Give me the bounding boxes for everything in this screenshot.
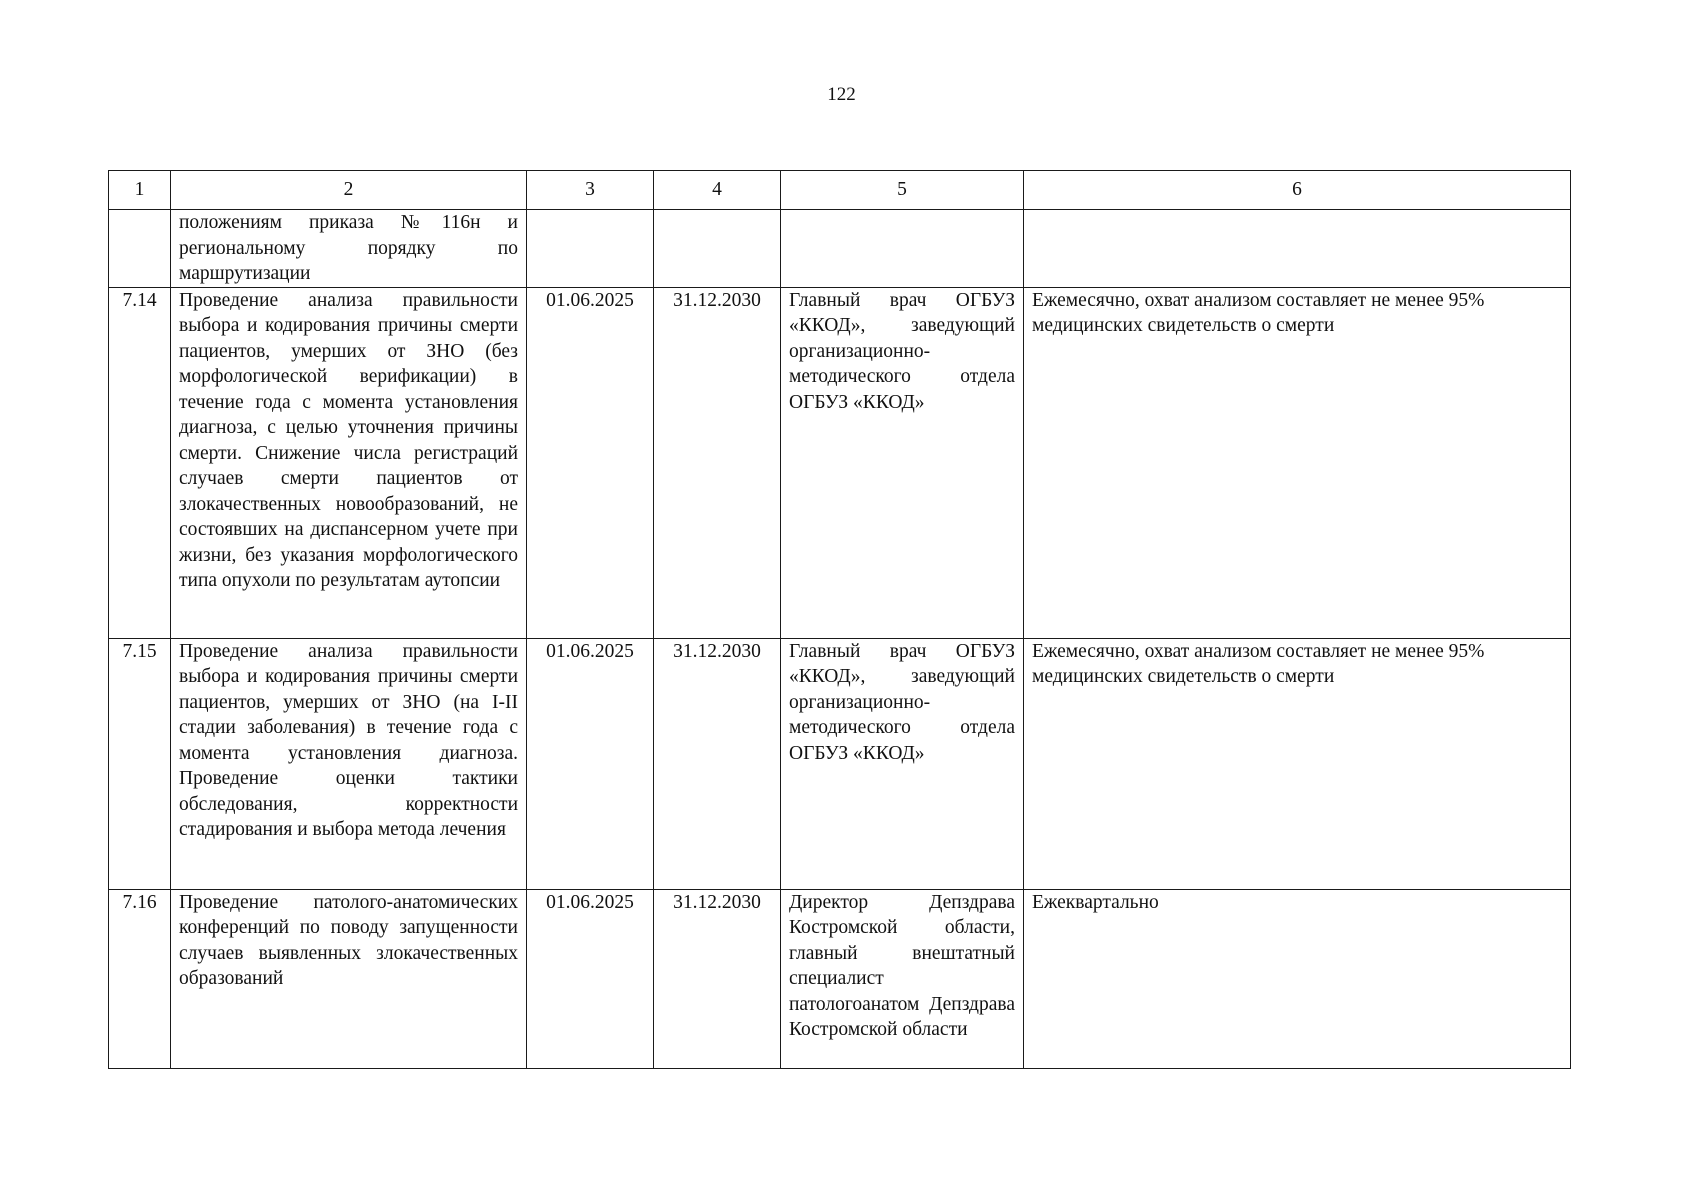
indicator xyxy=(1024,210,1571,288)
start-date: 01.06.2025 xyxy=(527,889,654,1068)
table-header-row xyxy=(109,171,1571,210)
page-number: 122 xyxy=(827,84,856,105)
responsible-persons xyxy=(781,210,1024,288)
header-cell-5: 5 xyxy=(781,171,1024,210)
end-date: 31.12.2030 xyxy=(654,287,781,638)
measure-description: Проведение патолого-анатомических конференций по поводу запущенности случаев выявленных злокачественных образований xyxy=(171,889,527,1068)
header-cell-3: 3 xyxy=(527,171,654,210)
table-row xyxy=(109,638,1571,889)
end-date: 31.12.2030 xyxy=(654,889,781,1068)
header-cell-2: 2 xyxy=(171,171,527,210)
start-date xyxy=(527,210,654,288)
row-number: 7.15 xyxy=(109,638,171,889)
header-cell-1: 1 xyxy=(109,171,171,210)
measures-table xyxy=(108,170,1571,1069)
header-cell-6: 6 xyxy=(1024,171,1571,210)
start-date: 01.06.2025 xyxy=(527,638,654,889)
row-number xyxy=(109,210,171,288)
end-date xyxy=(654,210,781,288)
indicator: Ежемесячно, охват анализом составляет не менее 95% медицинских свидетельств о смерти xyxy=(1024,287,1571,638)
row-number: 7.16 xyxy=(109,889,171,1068)
table-row xyxy=(109,287,1571,638)
responsible-persons: Директор Депздрава Костромской области, главный внештатный специалист патологоанатом Депздрава Костромской области xyxy=(781,889,1024,1068)
table-row xyxy=(109,889,1571,1068)
indicator: Ежемесячно, охват анализом составляет не менее 95% медицинских свидетельств о смерти xyxy=(1024,638,1571,889)
row-number: 7.14 xyxy=(109,287,171,638)
responsible-persons: Главный врач ОГБУЗ «ККОД», заведующий организационно-методического отдела ОГБУЗ «ККОД» xyxy=(781,287,1024,638)
start-date: 01.06.2025 xyxy=(527,287,654,638)
indicator: Ежеквартально xyxy=(1024,889,1571,1068)
measure-description: Проведение анализа правильности выбора и кодирования причины смерти пациентов, умерших от ЗНО (без морфологической верификации) в течение года с момента установления диагноза, с целью уточнения причины смерти. Снижение числа регистраций случаев смерти пациентов от злокачественных новообразований, не состоявших на диспансерном учете при жизни, без указания морфологического типа опухоли по результатам аутопсии xyxy=(171,287,527,638)
measure-description: Проведение анализа правильности выбора и кодирования причины смерти пациентов, умерших от ЗНО (на I-II стадии заболевания) в течение года с момента установления диагноза. Проведение оценки тактики обследования, корректности стадирования и выбора метода лечения xyxy=(171,638,527,889)
table-row xyxy=(109,210,1571,288)
header-cell-4: 4 xyxy=(654,171,781,210)
end-date: 31.12.2030 xyxy=(654,638,781,889)
responsible-persons: Главный врач ОГБУЗ «ККОД», заведующий организационно-методического отдела ОГБУЗ «ККОД» xyxy=(781,638,1024,889)
measure-description: положениям приказа №116н и региональному порядку по маршрутизации xyxy=(171,210,527,288)
